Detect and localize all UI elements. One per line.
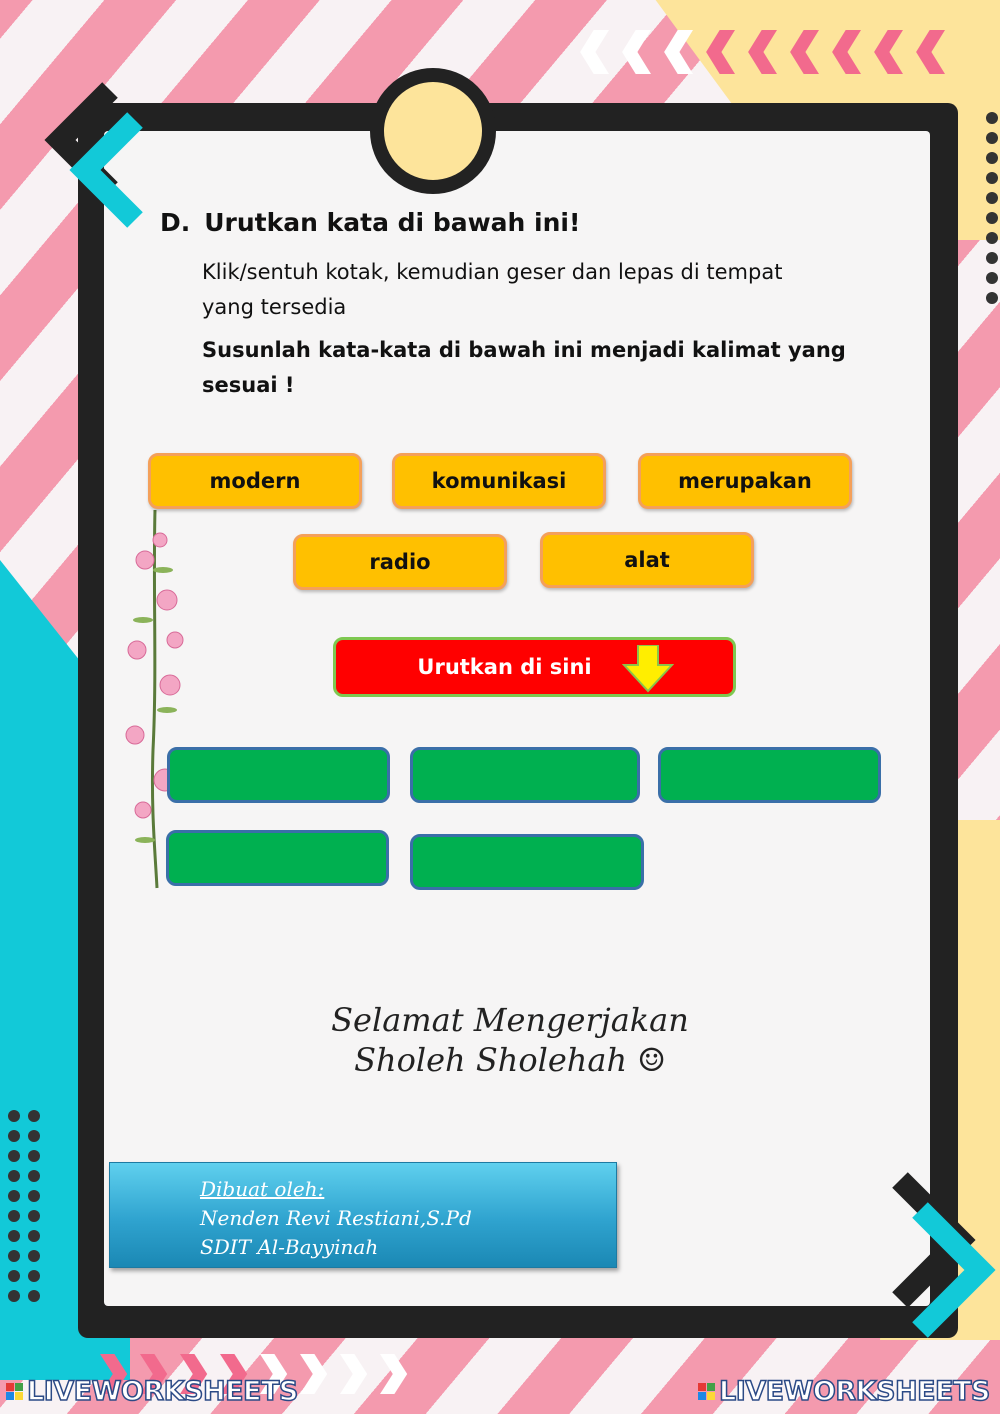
- word-tile-merupakan[interactable]: merupakan: [638, 453, 852, 509]
- liveworksheets-logo-icon: [698, 1383, 715, 1400]
- instruction-line-2: yang tersedia: [202, 295, 347, 319]
- corner-bracket-top-left: [40, 80, 150, 280]
- task-line-2: sesuai !: [202, 373, 295, 397]
- arrow-down-icon: [622, 645, 674, 693]
- greeting-line-2: Sholeh Sholehah ☺: [354, 1041, 666, 1079]
- drop-zone-label: Urutkan di sini: [417, 655, 592, 679]
- instruction-line-1: Klik/sentuh kotak, kemudian geser dan lepas di tempat: [202, 260, 783, 284]
- credit-author-name: Nenden Revi Restiani,S.Pd: [200, 1206, 472, 1230]
- drop-slot-1[interactable]: [167, 747, 390, 803]
- word-tile-radio[interactable]: radio: [293, 534, 507, 590]
- drop-slot-5[interactable]: [410, 834, 644, 890]
- brand-text: LIVEWORKSHEETS: [27, 1376, 298, 1407]
- credit-label: Dibuat oleh:: [200, 1177, 325, 1201]
- greeting-line-1: Selamat Mengerjakan: [331, 1001, 689, 1039]
- section-letter: D.: [160, 208, 191, 237]
- chevron-decoration-top: [575, 30, 945, 74]
- credit-school: SDIT Al-Bayyinah: [200, 1235, 379, 1259]
- drop-slot-3[interactable]: [658, 747, 881, 803]
- drop-zone-banner: [333, 637, 736, 697]
- liveworksheets-logo-right: [698, 1376, 990, 1407]
- corner-bracket-bottom-right: [880, 1170, 1000, 1370]
- word-tile-alat[interactable]: alat: [540, 532, 754, 588]
- liveworksheets-logo-left: [6, 1376, 298, 1407]
- word-tile-komunikasi[interactable]: komunikasi: [392, 453, 606, 509]
- greeting-text: [300, 1000, 720, 1080]
- task-line-1: Susunlah kata-kata di bawah ini menjadi kalimat yang: [202, 338, 846, 362]
- author-credit-box: [109, 1162, 617, 1268]
- section-heading: [160, 208, 580, 237]
- drop-slot-4[interactable]: [166, 830, 389, 886]
- brand-text: LIVEWORKSHEETS: [719, 1376, 990, 1407]
- decorative-circle: [370, 68, 496, 194]
- word-tile-modern[interactable]: modern: [148, 453, 362, 509]
- instruction-text: [202, 255, 842, 325]
- drop-slot-2[interactable]: [410, 747, 640, 803]
- task-text: [202, 333, 852, 403]
- section-title: Urutkan kata di bawah ini!: [204, 208, 581, 237]
- dot-decoration-right: [986, 112, 998, 304]
- liveworksheets-logo-icon: [6, 1383, 23, 1400]
- dot-decoration-left: [8, 1110, 40, 1302]
